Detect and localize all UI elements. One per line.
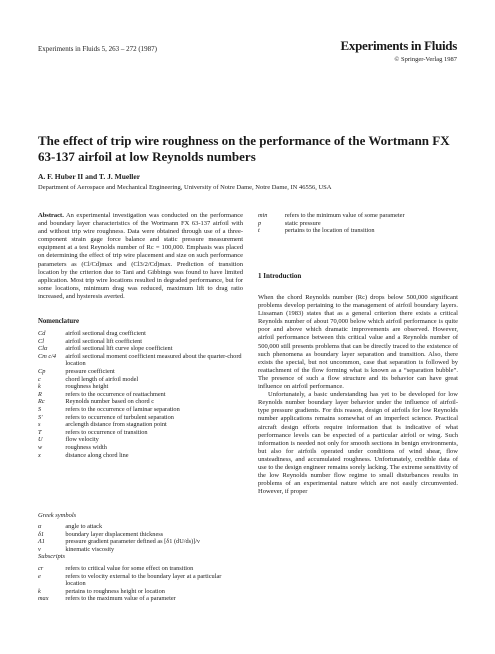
symbol: p — [258, 219, 262, 227]
copyright-notice: © Springer-Verlag 1987 — [394, 56, 457, 63]
symbol: k — [38, 587, 41, 595]
symbol: R — [38, 390, 42, 398]
symbol: Rc — [38, 398, 45, 406]
symbol: max — [38, 595, 49, 603]
symbol: Cl — [38, 337, 44, 345]
symbol-row — [38, 538, 243, 546]
symbol: δ1 — [38, 530, 45, 538]
greek-symbols-heading: Greek symbols — [38, 512, 77, 519]
symbol-definition: boundary layer displacement thickness — [65, 530, 164, 538]
journal-brand: Experiments in Fluids — [340, 38, 457, 53]
paper-title: The effect of trip wire roughness on the performance of the Wortmann FX 63-137 airfoil at low Reynolds numbers — [38, 133, 450, 164]
symbol-definition: pressure gradient parameter defined as [δ1 (dU/ds)]/ν — [65, 538, 200, 546]
symbol: Λ1 — [38, 538, 45, 546]
symbol-definition: roughness width — [65, 443, 107, 451]
symbol-row — [38, 368, 243, 376]
authors: A. F. Huber II and T. J. Mueller — [38, 172, 141, 181]
abstract-label: Abstract. — [38, 212, 64, 219]
symbol-row — [38, 421, 243, 429]
symbol-definition: kinematic viscosity — [65, 545, 115, 553]
introduction-heading: 1 Introduction — [258, 272, 302, 280]
affiliation: Department of Aerospace and Mechanical Engineering, University of Notre Dame, Notre Dame, IN 46556, USA — [38, 184, 332, 191]
symbol: Cp — [38, 367, 46, 375]
symbol: U — [38, 436, 43, 444]
symbol: ν — [38, 545, 41, 553]
symbol-row — [38, 452, 243, 460]
symbol-definition: flow velocity — [65, 436, 99, 444]
symbol-definition: refers to the occurrence of laminar separation — [65, 405, 180, 413]
symbol-definition: refers to occurrence of transition — [65, 428, 148, 436]
symbol: w — [38, 443, 43, 451]
symbol-row — [38, 565, 243, 573]
symbol: t — [258, 227, 260, 235]
symbol-row — [38, 523, 243, 531]
symbol-row — [38, 436, 243, 444]
symbol-definition: refers to critical value for some effect on transition — [65, 565, 194, 572]
symbol-row — [38, 429, 243, 437]
symbol-definition: refers to occurrence of turbulent separation — [65, 413, 174, 421]
symbol-definition: static pressure — [284, 219, 321, 227]
symbol: e — [38, 572, 41, 580]
symbol-row — [258, 220, 458, 228]
symbol-definition: airfoil sectional moment coefficient measured about the quarter-chord location — [65, 352, 242, 368]
symbol-definition: airfoil sectional drag coefficient — [65, 330, 146, 337]
symbol-definition: airfoil sectional lift coefficient — [65, 337, 143, 345]
symbol-definition: Reynolds number based on chord c — [65, 398, 155, 406]
symbol: s — [38, 421, 41, 429]
symbol: x — [38, 451, 41, 459]
symbol-row — [38, 414, 243, 422]
symbol-row — [38, 406, 243, 414]
symbol-definition: arclength distance from stagnation point — [65, 421, 167, 429]
subscripts-heading: Subscripts — [38, 553, 66, 560]
symbol: S' — [38, 413, 43, 421]
symbol-definition: airfoil sectional lift curve slope coefficient — [65, 345, 173, 353]
intro-paragraph: Unfortunately, a basic understanding has yet to be developed for low Reynolds number boundary layer behavior under the influence of airfoil-type pressure gradients. For this reason, design of airfoils for low Reynolds number applications remains somewhat of an imperfect science. Practical aircraft design efforts require information that is indicative of what performance levels can be expected of a particular airfoil or wing. Such information is needed not only for smooth sections in benign environments, but also for airfoils operated under conditions of wind shear, flow unsteadiness, and accumulated roughness. Unfortunately, credible data of use to the design engineer remains sorely lacking. The extreme sensitivity of the low Reynolds number flow regime to small disturbances results in problems of an experimental nature which are not easily circumvented. However, if proper — [258, 391, 458, 496]
symbol-definition: pressure coefficient — [65, 367, 115, 375]
symbol-row — [258, 227, 458, 235]
nomenclature-table — [38, 330, 243, 459]
symbol: Cm c/4 — [38, 352, 57, 360]
symbol-definition: pertains to the location of transition — [284, 227, 375, 235]
symbol: S — [38, 405, 42, 413]
symbol-row — [38, 330, 243, 338]
symbol-definition: distance along chord line — [65, 451, 129, 459]
symbol-definition: refers to the maximum value of a parameter — [65, 595, 176, 603]
symbol-row — [38, 588, 243, 596]
symbol-row — [38, 573, 243, 588]
symbol-row — [38, 353, 243, 368]
symbol-row — [38, 383, 243, 391]
symbol-definition: angle to attack — [65, 523, 103, 530]
symbol-row — [38, 376, 243, 384]
greek-symbols-table — [38, 523, 243, 553]
symbol: cr — [38, 565, 44, 572]
symbol-definition: pertains to roughness height or location — [65, 587, 165, 595]
symbol: c — [38, 375, 41, 383]
symbol-definition: chord length of airfoil model — [65, 375, 139, 383]
symbol-row — [38, 391, 243, 399]
symbol-definition: refers to the occurrence of reattachment — [65, 390, 166, 398]
symbol-row — [38, 345, 243, 353]
abstract — [38, 212, 243, 301]
symbol-row — [258, 212, 458, 220]
symbol: Cd — [38, 330, 46, 337]
symbol-definition: refers to the minimum value of some parameter — [284, 212, 405, 219]
nomenclature-heading: Nomenclature — [38, 318, 80, 325]
introduction-body — [258, 294, 458, 496]
journal-citation: Experiments in Fluids 5, 263 – 272 (1987) — [38, 45, 157, 53]
symbol: min — [258, 212, 268, 219]
symbol-row — [38, 531, 243, 539]
symbol-row — [38, 338, 243, 346]
symbol-row — [38, 398, 243, 406]
subscripts-table — [38, 565, 243, 603]
abstract-text: An experimental investigation was conducted on the performance and boundary layer characteristics of the Wortmann FX 63-137 airfoil with and without trip wire roughness. Data were obtained through use of a three-component strain gage force balance and static pressure measurement equipment at a test Reynolds number of Rc = 100,000. Emphasis was placed on determining the effect of trip wire placement and size on such performance parameters as (Cl/Cd)max and (Cl3/2/Cd)max. Prediction of transition location by the criterion due to Tani and Gibbings was found to have limited application. Most trip wire locations resulted in degraded performance, but for some locations, minimum drag was reduced, maximum lift to drag ratio increased, and hysteresis averted. — [38, 212, 243, 300]
symbol: k — [38, 383, 41, 391]
symbol-row — [38, 444, 243, 452]
symbol-definition: refers to velocity external to the boundary layer at a particular location — [65, 572, 222, 588]
symbol: α — [38, 523, 42, 530]
intro-paragraph: When the chord Reynolds number (Rc) drops below 500,000 significant problems develop pertaining to the management of airfoil boundary layers. Lissaman (1983) states that as a general criterion there exists a critical Reynolds number of about 70,000 below which airfoil performance is quite poor and above which dramatic improvements are observed. However, airfoil performance between this critical value and a Reynolds number of 500,000 still presents problems that can be directly traced to the existence of such phenomena as boundary layer separation and transition. Also, there exists the special, but not uncommon, case that separation is followed by reattachment of the flow forming what is known as a “separation bubble”. The presence of such a flow structure and its behavior can have great influence on airfoil performance. — [258, 294, 458, 391]
subscripts-table-continued — [258, 212, 458, 235]
symbol-row — [38, 595, 243, 603]
symbol: Clα — [38, 345, 48, 353]
symbol: T — [38, 428, 42, 436]
symbol-definition: roughness height — [65, 383, 109, 391]
